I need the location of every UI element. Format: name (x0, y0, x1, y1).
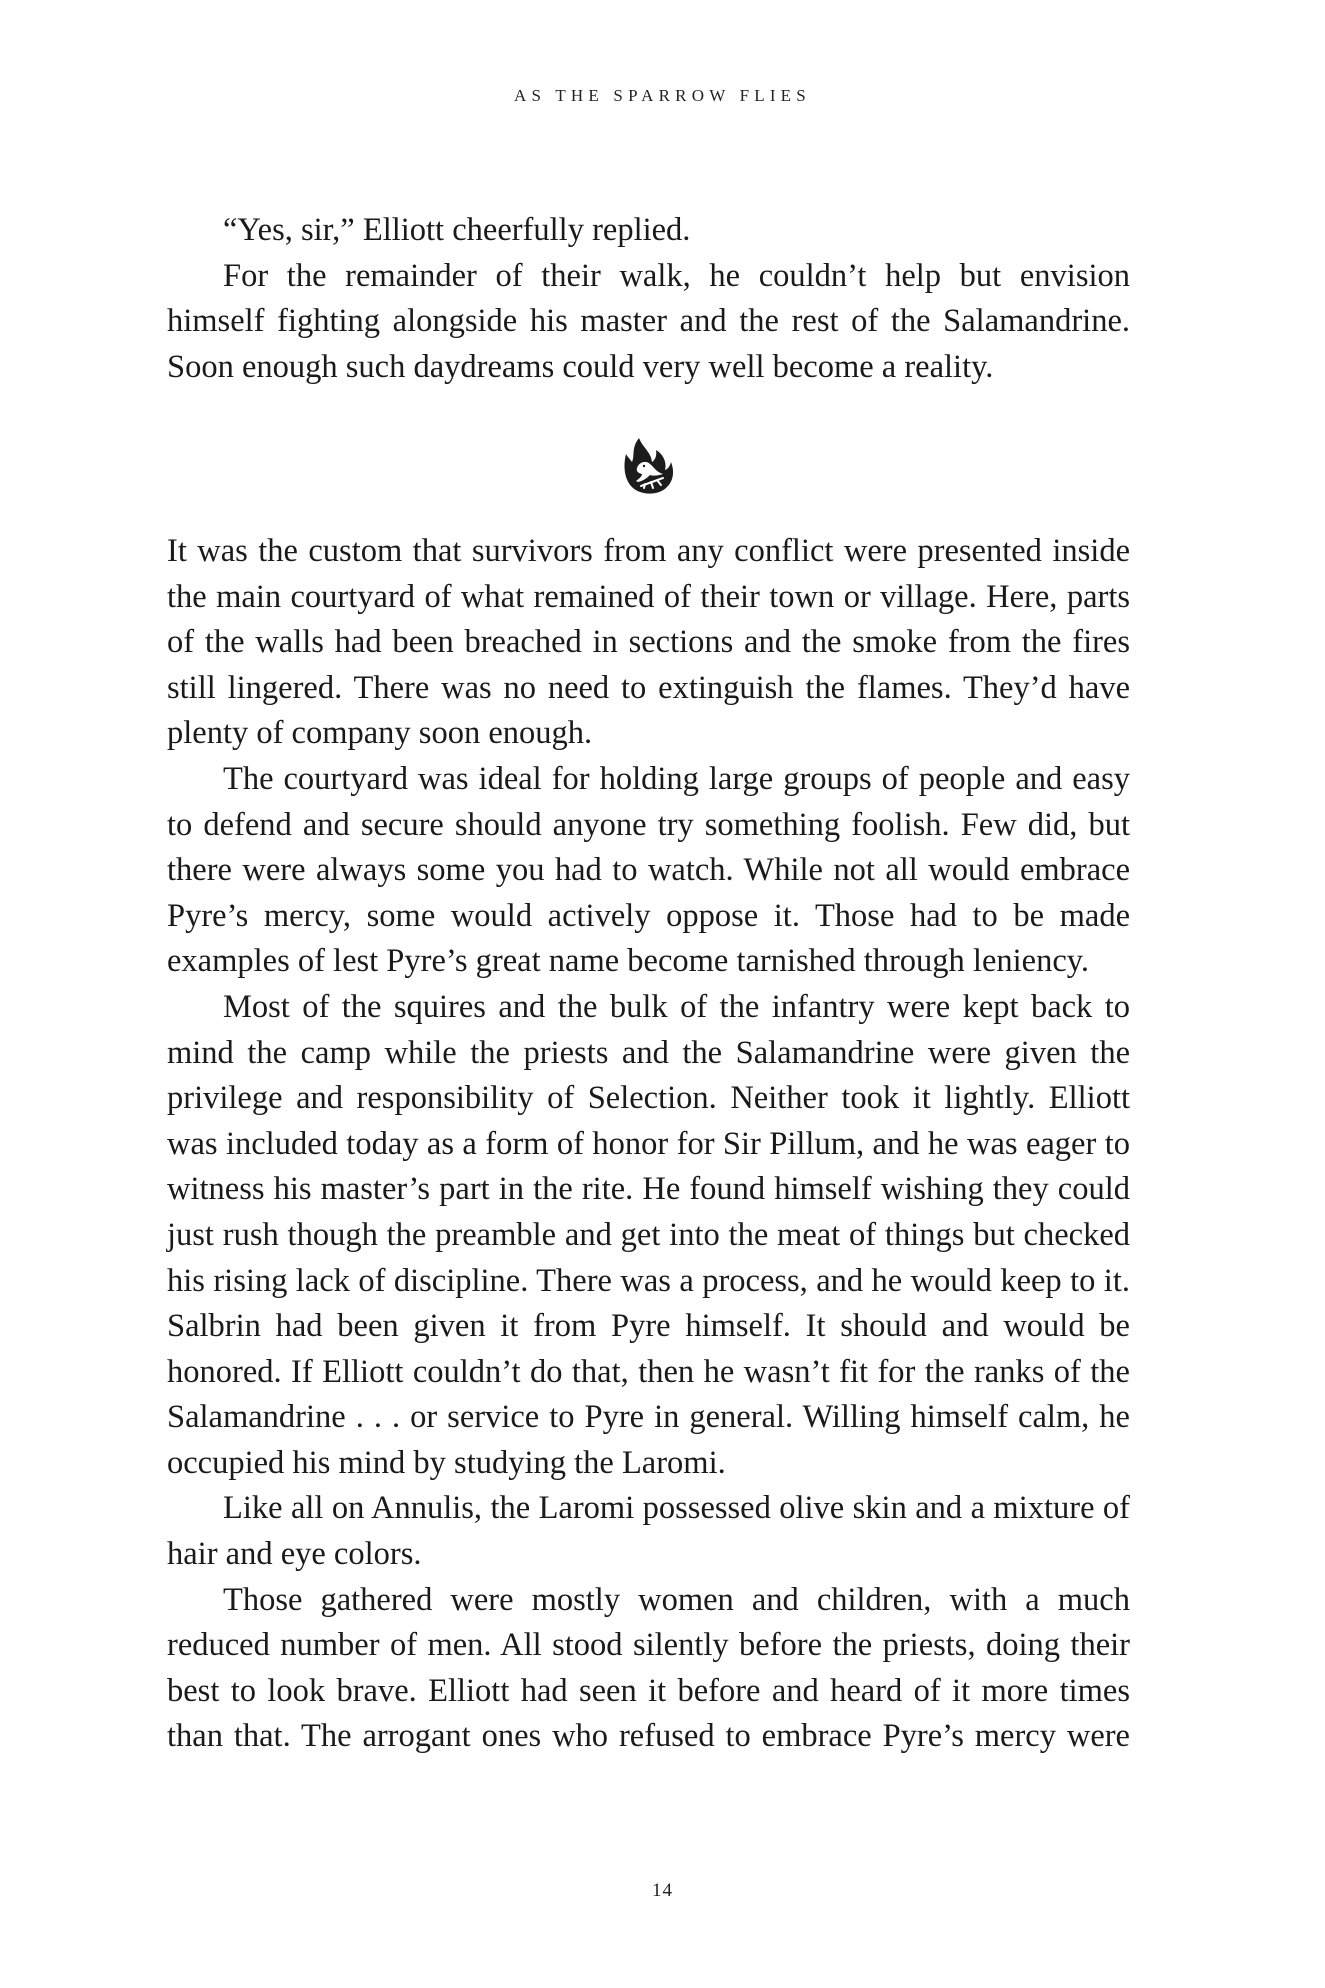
page-number: 14 (652, 1880, 673, 1901)
section-1-text (167, 208, 1130, 390)
paragraph: For the remainder of their walk, he couldn’t help but envision himself fighting alongside his master and the rest of the Salamandrine. Soon enough such daydreams could very well become a reality. (167, 257, 1130, 385)
section-2-text (167, 529, 1130, 1760)
paragraph: “Yes, sir,” Elliott cheerfully replied. (223, 212, 691, 248)
paragraph: It was the custom that survivors from any conflict were presented inside the main courtyard of what remained of their town or village. Here, parts of the walls had been breached in sections and the smoke from the fires still lingered. There was no need to extinguish the flames. They’d have plenty of company soon enough. (167, 533, 1130, 752)
paragraph: Like all on Annulis, the Laromi possessed olive skin and a mixture of hair and eye colors. (167, 1490, 1130, 1573)
running-header-title: AS THE SPARROW FLIES (514, 86, 811, 105)
flame-sparrow-ornament-icon (623, 436, 675, 496)
paragraph: Most of the squires and the bulk of the infantry were kept back to mind the camp while the priests and the Salamandrine were given the privilege and responsibility of Selection. Neither took it lightly. Elliott was included today as a form of honor for Sir Pillum, and he was eager to witness his master’s part in the rite. He found himself wishing they could just rush though the preamble and get into the meat of things but checked his rising lack of discipline. There was a process, and he would keep to it. Salbrin had been given it from Pyre himself. It should and would be honored. If Elliott couldn’t do that, then he wasn’t fit for the ranks of the Salamandrine . . . or service to Pyre in general. Willing himself calm, he occupied his mind by studying the Laromi. (167, 988, 1130, 1481)
paragraph: The courtyard was ideal for holding large groups of people and easy to defend and secure should anyone try something foolish. Few did, but there were always some you had to watch. While not all would embrace Pyre’s mercy, some would actively oppose it. Those had to be made examples of lest Pyre’s great name become tarnished through leniency. (167, 760, 1130, 980)
paragraph: Those gathered were mostly women and children, with a much reduced number of men. All stood silently before the priests, doing their best to look brave. Elliott had seen it before and heard of it more times than that. The arrogant ones who refused to embrace Pyre’s mercy were (167, 1581, 1130, 1755)
